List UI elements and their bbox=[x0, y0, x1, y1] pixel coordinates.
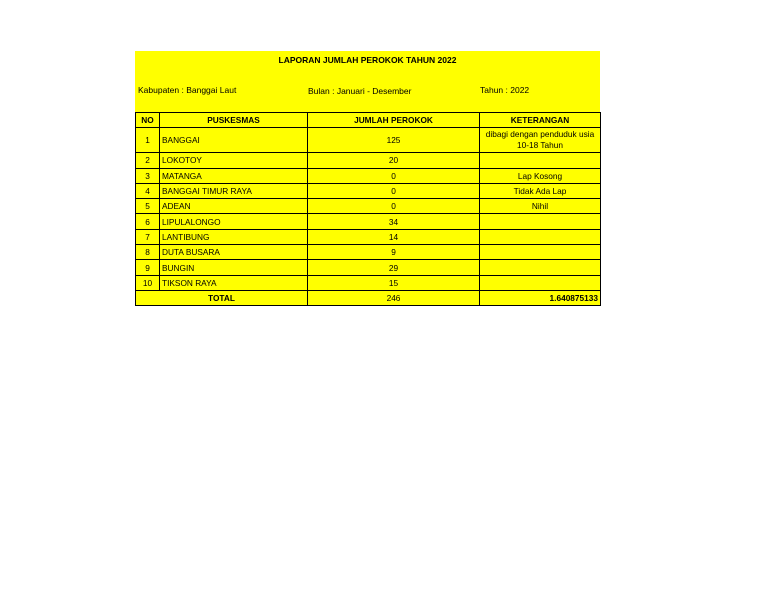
cell-jumlah: 29 bbox=[308, 260, 480, 275]
table-row bbox=[136, 275, 601, 290]
cell-jumlah: 125 bbox=[308, 128, 480, 153]
cell-keterangan: Nihil bbox=[480, 199, 601, 214]
table-row bbox=[136, 214, 601, 229]
cell-puskesmas: BANGGAI bbox=[160, 128, 308, 153]
cell-puskesmas: LIPULALONGO bbox=[160, 214, 308, 229]
cell-jumlah: 34 bbox=[308, 214, 480, 229]
report-title: LAPORAN JUMLAH PEROKOK TAHUN 2022 bbox=[278, 55, 457, 65]
cell-keterangan: Tidak Ada Lap bbox=[480, 183, 601, 198]
cell-keterangan bbox=[480, 153, 601, 168]
cell-jumlah: 9 bbox=[308, 245, 480, 260]
table-row bbox=[136, 229, 601, 244]
cell-no: 1 bbox=[136, 128, 160, 153]
cell-keterangan bbox=[480, 214, 601, 229]
cell-no: 3 bbox=[136, 168, 160, 183]
cell-keterangan: Lap Kosong bbox=[480, 168, 601, 183]
cell-puskesmas: DUTA BUSARA bbox=[160, 245, 308, 260]
cell-jumlah: 20 bbox=[308, 153, 480, 168]
cell-keterangan: dibagi dengan penduduk usia 10-18 Tahun bbox=[480, 128, 601, 153]
cell-puskesmas: ADEAN bbox=[160, 199, 308, 214]
cell-keterangan bbox=[480, 275, 601, 290]
cell-no: 10 bbox=[136, 275, 160, 290]
cell-jumlah: 14 bbox=[308, 229, 480, 244]
cell-jumlah: 0 bbox=[308, 199, 480, 214]
report-sheet bbox=[135, 51, 600, 306]
table-row bbox=[136, 245, 601, 260]
table-row bbox=[136, 183, 601, 198]
total-keterangan: 1.640875133 bbox=[480, 290, 601, 305]
report-header bbox=[135, 51, 600, 112]
cell-no: 8 bbox=[136, 245, 160, 260]
cell-jumlah: 0 bbox=[308, 183, 480, 198]
cell-no: 4 bbox=[136, 183, 160, 198]
cell-jumlah: 0 bbox=[308, 168, 480, 183]
cell-keterangan bbox=[480, 229, 601, 244]
cell-puskesmas: LOKOTOY bbox=[160, 153, 308, 168]
table-header-row bbox=[136, 113, 601, 128]
tahun-label: Tahun : 2022 bbox=[480, 85, 530, 95]
total-jumlah: 246 bbox=[308, 290, 480, 305]
header-keterangan: KETERANGAN bbox=[480, 113, 601, 128]
cell-no: 9 bbox=[136, 260, 160, 275]
cell-keterangan bbox=[480, 245, 601, 260]
table-row bbox=[136, 199, 601, 214]
cell-jumlah: 15 bbox=[308, 275, 480, 290]
table-row bbox=[136, 168, 601, 183]
table-row bbox=[136, 153, 601, 168]
cell-no: 7 bbox=[136, 229, 160, 244]
cell-puskesmas: TIKSON RAYA bbox=[160, 275, 308, 290]
table-row bbox=[136, 128, 601, 153]
cell-no: 2 bbox=[136, 153, 160, 168]
header-no: NO bbox=[136, 113, 160, 128]
total-row bbox=[136, 290, 601, 305]
cell-puskesmas: MATANGA bbox=[160, 168, 308, 183]
table-row bbox=[136, 260, 601, 275]
perokok-table bbox=[135, 112, 601, 306]
cell-keterangan bbox=[480, 260, 601, 275]
cell-puskesmas: BANGGAI TIMUR RAYA bbox=[160, 183, 308, 198]
kabupaten-label: Kabupaten : Banggai Laut bbox=[138, 85, 237, 95]
total-label: TOTAL bbox=[136, 290, 308, 305]
header-puskesmas: PUSKESMAS bbox=[160, 113, 308, 128]
cell-puskesmas: LANTIBUNG bbox=[160, 229, 308, 244]
cell-puskesmas: BUNGIN bbox=[160, 260, 308, 275]
header-jumlah: JUMLAH PEROKOK bbox=[308, 113, 480, 128]
cell-no: 6 bbox=[136, 214, 160, 229]
bulan-label: Bulan : Januari - Desember bbox=[308, 86, 412, 96]
cell-no: 5 bbox=[136, 199, 160, 214]
